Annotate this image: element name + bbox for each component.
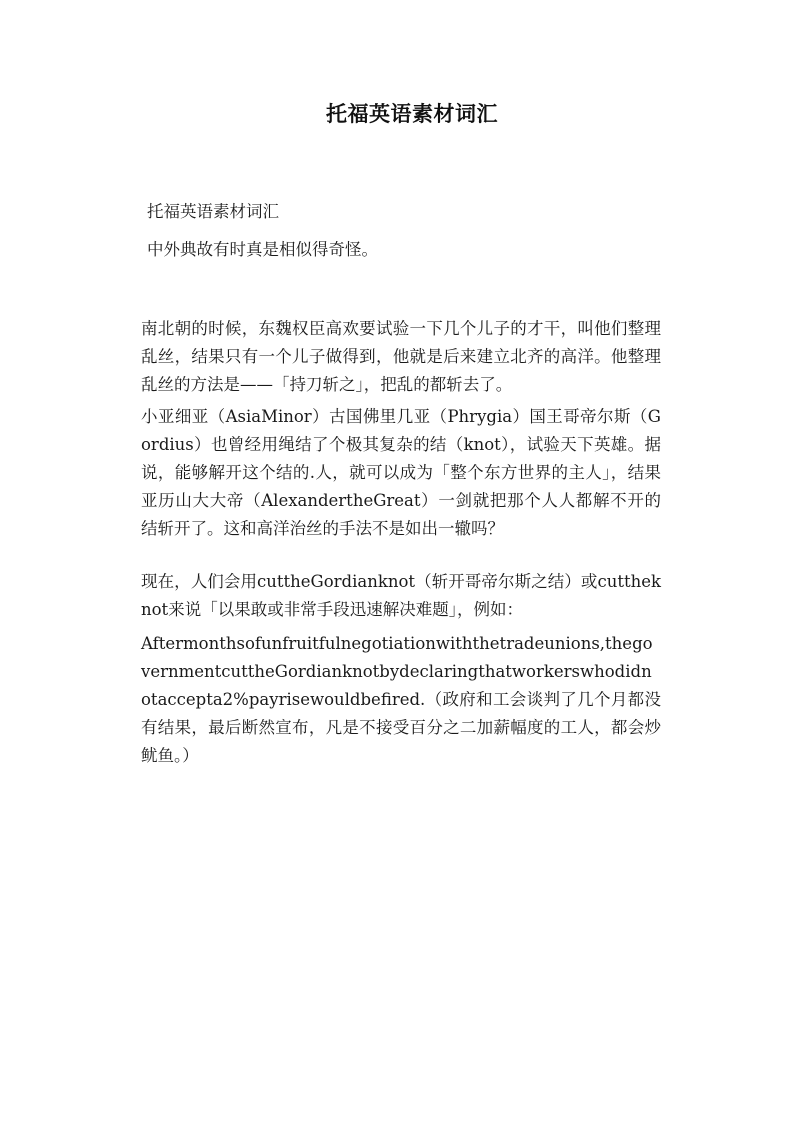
paragraph-4: 小亚细亚（AsiaMinor）古国佛里几亚（Phrygia）国王哥帝尔斯（Gordius）也曾经用绳结了个极其复杂的结（knot），试验天下英雄。据说，能够解开这个结的.人，就可以成为「整个东方世界的主人」，结果亚历山大大帝（AlexandertheGreat）一剑就把那个人人都解不开的结斩开了。这和高洋治丝的手法不是如出一辙吗？ [141, 407, 661, 538]
paragraph-2: 中外典故有时真是相似得奇怪。 [147, 240, 378, 259]
paragraph-3: 南北朝的时候，东魏权臣高欢要试验一下几个儿子的才干，叫他们整理乱丝，结果只有一个儿子做得到，他就是后来建立北齐的高洋。他整理乱丝的方法是——「持刀斩之」，把乱的都斩去了。 [141, 319, 661, 394]
paragraph-5: 现在，人们会用cuttheGordianknot（斩开哥帝尔斯之结）或cuttheknot来说「以果敢或非常手段迅速解决难题」，例如： [141, 572, 661, 619]
paragraph-6: Aftermonthsofunfruitfulnegotiationwiththetradeunions,thegovernmentcuttheGordianknotbydeclaringthatworkerswhodidnotaccepta2%payrisewouldbefired.（政府和工会谈判了几个月都没有结果，最后断然宣布，凡是不接受百分之二加薪幅度的工人，都会炒鱿鱼。） [141, 634, 661, 765]
document-title: 托福英语素材词汇 [326, 101, 498, 126]
paragraph-1: 托福英语素材词汇 [147, 202, 279, 221]
